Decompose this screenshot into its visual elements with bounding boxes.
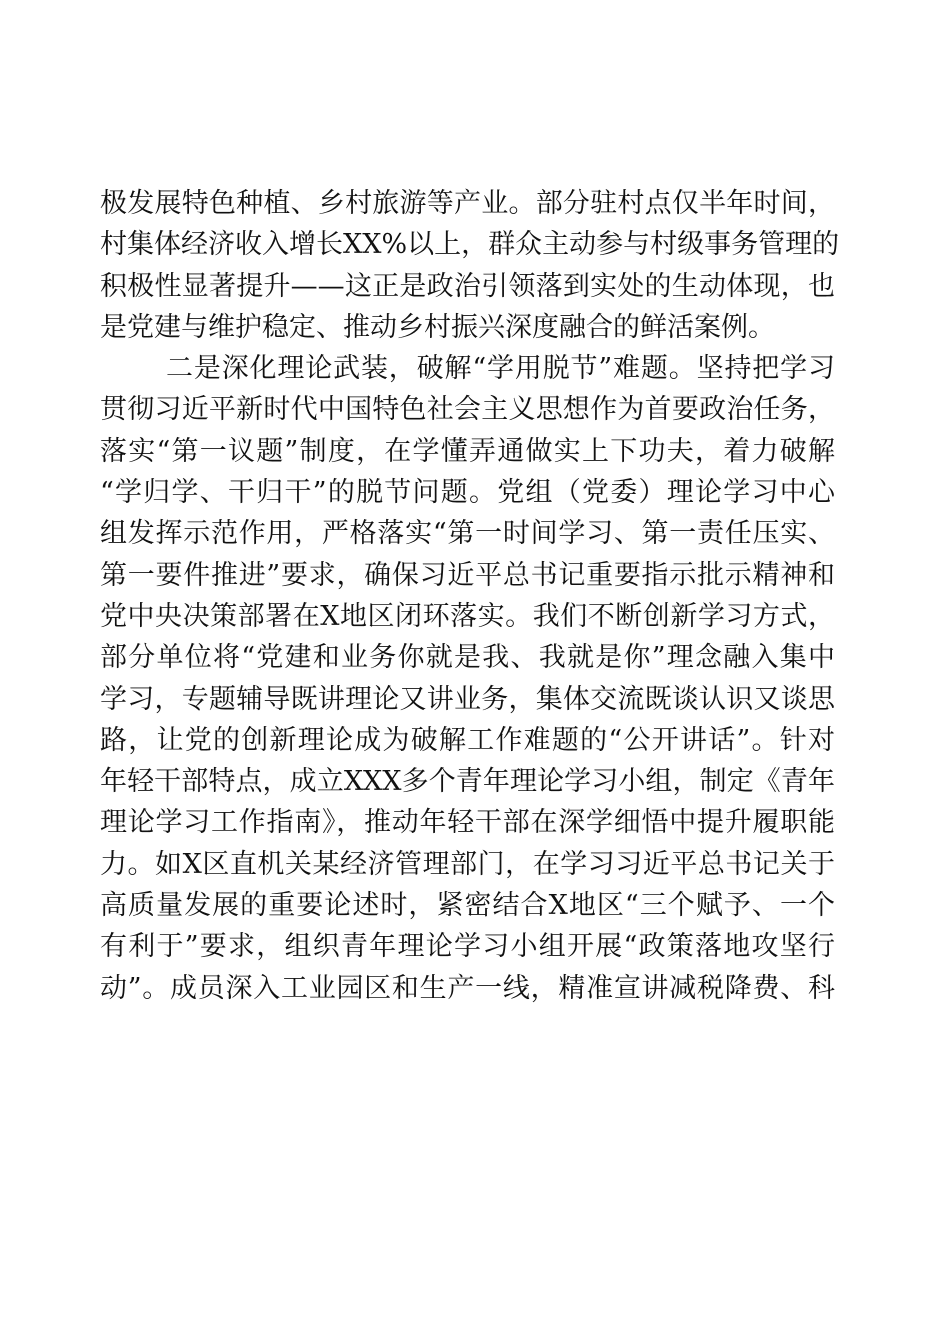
text-line: 村集体经济收入增长XX%以上，群众主动参与村级事务管理的 [100,229,840,261]
text-line: 贯彻习近平新时代中国特色社会主义思想作为首要政治任务， [100,394,835,426]
text-line: 高质量发展的重要论述时，紧密结合X地区“三个赋予、一个 [100,890,835,922]
text-line: 年轻干部特点，成立XXX多个青年理论学习小组，制定《青年 [100,766,835,798]
text-line: 是党建与维护稳定、推动乡村振兴深度融合的鲜活案例。 [100,311,775,343]
text-line: 理论学习工作指南》，推动年轻干部在深学细悟中提升履职能 [100,807,835,839]
text-line: 学习，专题辅导既讲理论又讲业务，集体交流既谈认识又谈思 [100,683,835,715]
text-line: 党中央决策部署在X地区闭环落实。我们不断创新学习方式， [100,600,835,632]
text-line: 组发挥示范作用，严格落实“第一时间学习、第一责任压实、 [100,518,835,550]
text-line: 有利于”要求，组织青年理论学习小组开展“政策落地攻坚行 [100,931,835,963]
paragraph-1 [100,183,840,348]
text-line: 二是深化理论武装，破解“学用脱节”难题。坚持把学习 [166,353,835,385]
text-line: 动”。成员深入工业园区和生产一线，精准宣讲减税降费、科 [100,972,835,1004]
text-line: “学归学、干归干”的脱节问题。党组（党委）理论学习中心 [100,477,835,509]
paragraph-2 [100,348,835,1009]
text-line: 第一要件推进”要求，确保习近平总书记重要指示批示精神和 [100,559,835,591]
document-page [100,183,840,1009]
text-line: 力。如X区直机关某经济管理部门，在学习习近平总书记关于 [100,848,835,880]
text-line: 落实“第一议题”制度，在学懂弄通做实上下功夫，着力破解 [100,435,835,467]
text-line: 路，让党的创新理论成为破解工作难题的“公开讲话”。针对 [100,724,835,756]
text-line: 部分单位将“党建和业务你就是我、我就是你”理念融入集中 [100,642,835,674]
text-line: 极发展特色种植、乡村旅游等产业。部分驻村点仅半年时间， [100,188,835,219]
text-line: 积极性显著提升——这正是政治引领落到实处的生动体现，也 [100,270,835,302]
